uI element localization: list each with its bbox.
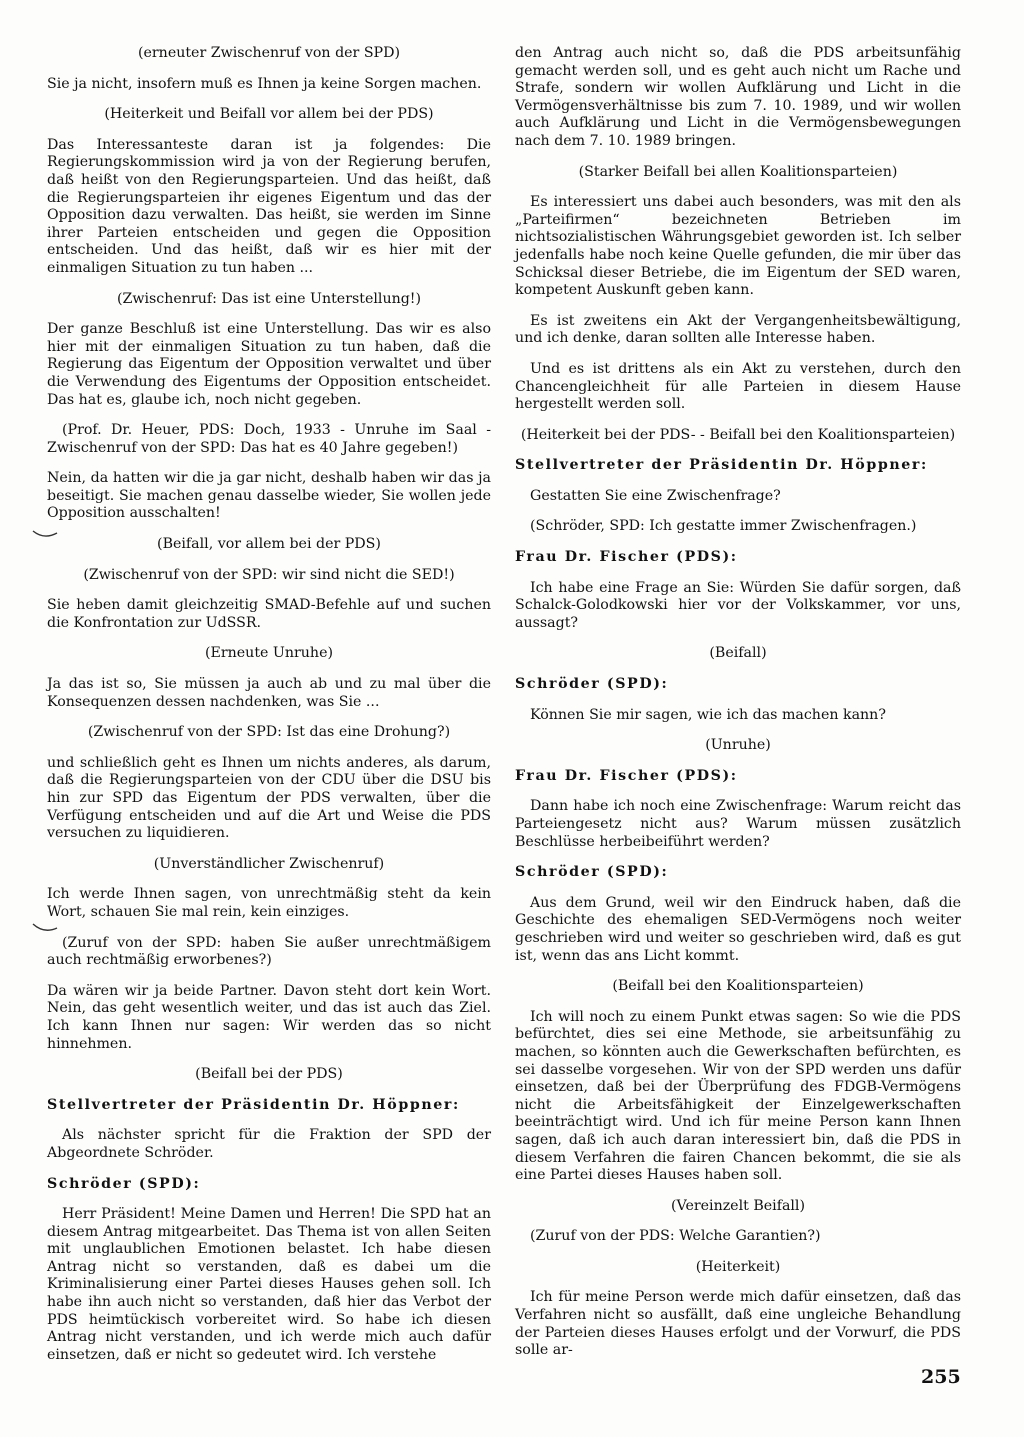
paragraph: Es interessiert uns dabei auch besonders, was mit den als „Parteifirmen“ bezeichneten Betrieben im nichtsozialistischen Währungsgebiet geworden ist. Ich selber jedenfalls habe noch keine Quelle gefunden, die mir über das Schicksal dieser Betriebe, die im Eigentum der SED waren, kompetent Auskunft geben kann. xyxy=(515,194,961,299)
interjection: (Prof. Dr. Heuer, PDS: Doch, 1933 - Unruhe im Saal - Zwischenruf von der SPD: Das hat es 40 Jahre gegeben!) xyxy=(47,422,491,456)
paragraph: (Zuruf von der PDS: Welche Garantien?) xyxy=(530,1228,821,1245)
speaker-heading xyxy=(515,457,961,475)
paragraph: Sie ja nicht, insofern muß es Ihnen ja keine Sorgen machen. xyxy=(47,75,482,92)
speaker-name: Frau Dr. Fischer (PDS): xyxy=(515,549,738,566)
interjection: (Beifall) xyxy=(709,645,767,662)
interjection: (Starker Beifall bei allen Koalitionsparteien) xyxy=(578,163,898,180)
paragraph: Das Interessanteste daran ist ja folgendes: Die Regierungskommission wird ja von der Regierung berufen, daß heißt von den Regierungsparteien. Und das heißt, daß die Regierungsparteien ihr eigenes Eigentum und das der Opposition dazu verwalten. Das heißt, sie werden im Sinne ihrer Parteien entscheiden und gegen die Opposition entscheiden. Und das heißt, daß wir es hier mit der einmaligen Situation zu tun haben ... xyxy=(47,136,491,276)
interjection: (Beifall bei den Koalitionsparteien) xyxy=(612,978,864,995)
speaker-name: Frau Dr. Fischer (PDS): xyxy=(515,767,738,784)
paragraph: Ich werde Ihnen sagen, von unrechtmäßig steht da kein Wort, schauen Sie mal rein, kein einziges. xyxy=(47,886,491,920)
paragraph: Da wären wir ja beide Partner. Davon steht dort kein Wort. Nein, das geht wesentlich weiter, und das ist auch das Ziel. Ich kann Ihnen nur sagen: Wir werden das so nicht hinnehmen. xyxy=(47,982,491,1052)
right-column xyxy=(515,45,961,1373)
interjection: (Heiterkeit und Beifall vor allem bei der PDS) xyxy=(104,106,434,123)
speaker-heading xyxy=(47,1097,491,1115)
page-number: 255 xyxy=(921,1366,961,1388)
speaker-name: Schröder (SPD): xyxy=(515,676,669,693)
interjection: (Unverständlicher Zwischenruf) xyxy=(153,855,385,872)
interjection: (Unruhe) xyxy=(705,737,771,754)
margin-pen-mark xyxy=(30,920,60,936)
interjection: (Beifall, vor allem bei der PDS) xyxy=(157,536,381,553)
interjection: (Heiterkeit) xyxy=(695,1258,781,1275)
interjection: (Vereinzelt Beifall) xyxy=(670,1197,806,1214)
paragraph: Können Sie mir sagen, wie ich das machen kann? xyxy=(530,706,886,723)
speaker-name: Stellvertreter der Präsidentin Dr. Höppner: xyxy=(47,1096,460,1113)
paragraph: Ich für meine Person werde mich dafür einsetzen, daß das Verfahren nicht so ausfällt, daß eine ungleiche Behandlung der Parteien dieses Hauses erfolgt und der Vorwurf, die PDS solle ar- xyxy=(515,1289,961,1359)
interjection: (Erneute Unruhe) xyxy=(204,645,334,662)
speaker-heading xyxy=(515,549,961,567)
paragraph: Der ganze Beschluß ist eine Unterstellung. Das wir es also hier mit der einmaligen Situation zu tun haben, daß die Regierung das Eigentum der Opposition verwaltet und über die Verwendung des Eigentums der Opposition entscheidet. Das hat es, glaube ich, noch nicht gegeben. xyxy=(47,321,491,408)
interjection: (Zwischenruf von der SPD: Ist das eine Drohung?) xyxy=(87,724,451,741)
paragraph: Es ist zweitens ein Akt der Vergangenheitsbewältigung, und ich denke, daran sollten alle Interesse haben. xyxy=(515,312,961,347)
speaker-name: Stellvertreter der Präsidentin Dr. Höppner: xyxy=(515,457,928,474)
interjection: (Heiterkeit bei der PDS- - Beifall bei den Koalitionsparteien) xyxy=(520,426,956,443)
paragraph: Ja das ist so, Sie müssen ja auch ab und zu mal über die Konsequenzen dessen nachdenken, was Sie ... xyxy=(47,676,491,710)
speaker-heading xyxy=(515,676,961,694)
interjection: (Zwischenruf von der SPD: wir sind nicht die SED!) xyxy=(83,566,455,583)
paragraph: Ich habe eine Frage an Sie: Würden Sie dafür sorgen, daß Schalck-Golodkowski hier vor der Volkskammer, vor uns, aussagt? xyxy=(515,579,961,631)
paragraph: und schließlich geht es Ihnen um nichts anderes, als darum, daß die Regierungsparteien von der CDU über die DSU bis hin zur SPD das Eigentum der PDS verwalten, über die Verfügung entscheiden und auf die Art und Weise die PDS versuchen zu liquidieren. xyxy=(47,754,491,842)
paragraph: Und es ist drittens als ein Akt zu verstehen, durch den Chancengleichheit für alle Parteien in diesem Hause hergestellt werden soll. xyxy=(515,360,961,413)
paragraph: Aus dem Grund, weil wir den Eindruck haben, daß die Geschichte des ehemaligen SED-Vermögens noch weiter geschrieben wird und weiter so geschrieben wird, daß es gut ist, wenn das ans Licht kommt. xyxy=(515,894,961,964)
margin-pen-mark xyxy=(30,526,60,542)
paragraph: Dann habe ich noch eine Zwischenfrage: Warum reicht das Parteiengesetz nicht aus? Warum müssen zusätzlich Beschlüsse herbeibeiführt werden? xyxy=(515,798,961,850)
paragraph: Ich will noch zu einem Punkt etwas sagen: So wie die PDS befürchtet, dies sei eine Methode, sie arbeitsunfähig zu machen, so könnten auch die Gewerkschaften befürchten, es sei dasselbe vorgesehen. Wir von der SPD werden uns dafür einsetzen, daß bei der Überprüfung des FDGB-Vermögens nicht die Arbeitsfähigkeit der Einzelgewerkschaften beeinträchtigt wird. Und ich für meine Person kann Ihnen sagen, daß ich auch daran interessiert bin, daß die PDS in diesem Verfahren die fairen Chancen bekommt, die sie als eine Partei dieses Hauses haben soll. xyxy=(515,1008,961,1184)
paragraph: Als nächster spricht für die Fraktion der SPD der Abgeordnete Schröder. xyxy=(47,1127,491,1161)
paragraph: (Schröder, SPD: Ich gestatte immer Zwischenfragen.) xyxy=(530,518,917,535)
speaker-heading xyxy=(515,864,961,882)
speaker-name: Schröder (SPD): xyxy=(47,1175,201,1192)
interjection: (erneuter Zwischenruf von der SPD) xyxy=(137,45,401,61)
interjection: (Zuruf von der SPD: haben Sie außer unrechtmäßigem auch rechtmäßig erworbenes?) xyxy=(47,934,491,969)
interjection: (Beifall bei der PDS) xyxy=(195,1066,343,1083)
speaker-name: Schröder (SPD): xyxy=(515,864,669,881)
interjection: (Zwischenruf: Das ist eine Unterstellung!) xyxy=(116,290,422,307)
paragraph: Sie heben damit gleichzeitig SMAD-Befehle auf und suchen die Konfrontation zur UdSSR. xyxy=(47,597,491,631)
paragraph: Nein, da hatten wir die ja gar nicht, deshalb haben wir das ja beseitigt. Sie machen genau dasselbe wieder, Sie wollen jede Opposition ausschalten! xyxy=(47,470,491,522)
speaker-heading xyxy=(47,1176,491,1194)
paragraph: den Antrag auch nicht so, daß die PDS arbeitsunfähig gemacht werden soll, und es geht auch nicht um Rache und Strafe, sondern wir wollen Aufklärung und Licht in die Vermögensverhältnisse bis zum 7. 10. 1989, und wir wollen auch Aufklärung und Licht in die Vermögensbewegungen nach dem 7. 10. 1989 bringen. xyxy=(515,45,961,149)
paragraph: Herr Präsident! Meine Damen und Herren! Die SPD hat an diesem Antrag mitgearbeitet. Das Thema ist von allen Seiten mit unglaublichen Emotionen belastet. Ich habe diesen Antrag nicht so verstanden, daß es dabei um die Kriminalisierung einer Partei dieses Hauses gehen soll. Ich habe ihn auch nicht so verstanden, daß hier das Verbot der PDS heimtückisch vorbereitet wird. So habe ich diesen Antrag nicht verstanden, und ich werde mich auch dafür einsetzen, daß er nicht so gedeutet wird. Ich verstehe xyxy=(47,1206,491,1363)
left-column xyxy=(47,45,491,1377)
paragraph: Gestatten Sie eine Zwischenfrage? xyxy=(530,487,781,504)
speaker-heading xyxy=(515,768,961,786)
